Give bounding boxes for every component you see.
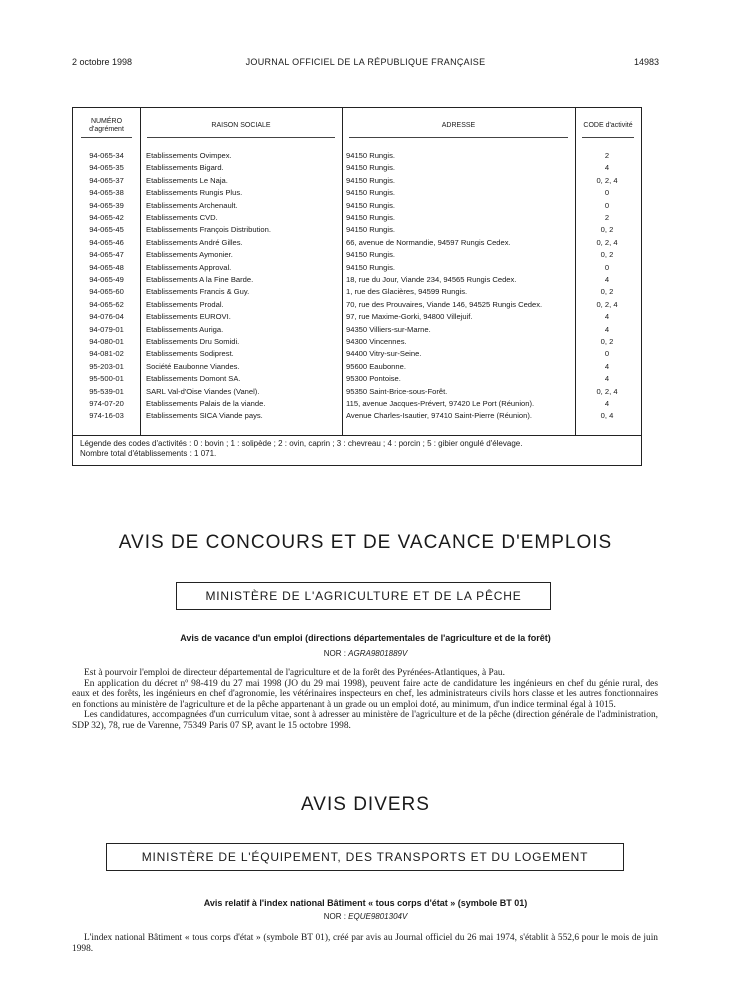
agrement-number: 94-065-62 (89, 299, 124, 309)
activity-code: 0, 2, 4 (596, 386, 618, 396)
agrement-number: 94-065-49 (89, 275, 124, 284)
section-title-avis-divers: AVIS DIVERS (301, 794, 430, 815)
activity-code: 0 (604, 200, 610, 210)
header-rule (582, 137, 634, 138)
agrement-number: 94-065-45 (89, 225, 124, 235)
activity-code: 0, 2, 4 (596, 175, 618, 185)
address: 95600 Eaubonne. (346, 361, 406, 371)
activity-code: 4 (604, 374, 610, 384)
paragraph: L'index national Bâtiment « tous corps d'état » (symbole BT 01), créé par avis au Journal officiel du 26 mai 1974, s'établit à 552,6 pour le mois de juin 1998. (72, 933, 658, 954)
activity-code: 4 (604, 312, 610, 322)
agrement-number: 95-203-01 (89, 361, 124, 371)
activity-code: 0, 2 (600, 225, 614, 235)
table-row (73, 410, 641, 422)
address: 94150 Rungis. (346, 213, 395, 222)
activity-code: 4 (604, 361, 610, 371)
table-row (73, 212, 641, 224)
company-name: Etablissements Auriga. (146, 324, 224, 334)
address: 1, rue des Glacières, 94599 Rungis. (346, 287, 468, 297)
company-name: Etablissements Rungis Plus. (146, 188, 243, 198)
nor-code: EQUE9801304V (348, 912, 408, 921)
company-name: Etablissements A la Fine Barde. (146, 275, 254, 284)
agrement-number: 94-065-46 (89, 237, 124, 247)
agrement-number: 94-065-48 (89, 262, 124, 272)
activity-code: 0, 2, 4 (596, 299, 618, 309)
address: 94400 Vitry-sur-Seine. (346, 349, 422, 359)
company-name: Etablissements CVD. (146, 213, 218, 222)
agrement-number: 94-076-04 (89, 312, 124, 322)
company-name: Etablissements Ovimpex. (146, 151, 232, 160)
address: Avenue Charles-Isautier, 97410 Saint-Pierre (Réunion). (346, 411, 533, 421)
agrement-number: 94-079-01 (89, 324, 124, 334)
company-name: Etablissements Archenault. (146, 200, 238, 210)
address: 94150 Rungis. (346, 188, 395, 198)
agrement-number: 94-065-34 (89, 151, 124, 160)
nor-reference-1 (0, 649, 731, 658)
running-header-journal: JOURNAL OFFICIEL DE LA RÉPUBLIQUE FRANÇAISE (245, 57, 486, 67)
company-name: Etablissements Palais de la viande. (146, 399, 266, 408)
header-rule (81, 137, 132, 138)
agrement-number: 95-500-01 (89, 374, 124, 384)
company-name: Etablissements François Distribution. (146, 225, 271, 235)
table-row (73, 324, 641, 336)
agrement-number: 974-16-03 (89, 411, 124, 421)
table-row (73, 311, 641, 323)
legend-codes: Légende des codes d'activités : 0 : bovin ; 1 : solipède ; 2 : ovin, caprin ; 3 : chevreau ; 4 : porcin ; 5 : gibier ongulé d'élevage. (80, 439, 523, 448)
company-name: Etablissements André Gilles. (146, 237, 243, 247)
table-row (73, 361, 641, 373)
avis-title-vacance: Avis de vacance d'un emploi (directions départementales de l'agriculture et de la forêt) (180, 633, 551, 643)
company-name: Etablissements Aymonier. (146, 250, 233, 260)
table-row (73, 175, 641, 187)
company-name: Etablissements Bigard. (146, 163, 224, 173)
company-name: SARL Val-d'Oise Viandes (Vanel). (146, 386, 260, 396)
table-row (73, 162, 641, 174)
address: 18, rue du Jour, Viande 234, 94565 Rungis Cedex. (346, 275, 517, 284)
legend-divider (73, 435, 641, 436)
paragraph: Les candidatures, accompagnées d'un curriculum vitae, sont à adresser au ministère de l'agriculture et de la pêche (direction générale de l'administration, SDP 32), 78, rue de Varenne, 75349 Paris 07 SP, avant le 15 octobre 1998. (72, 710, 658, 731)
establishments-table (72, 107, 642, 466)
table-row (73, 237, 641, 249)
col-header-code: CODE d'activité (583, 121, 633, 129)
table-row (73, 262, 641, 274)
address: 94300 Vincennes. (346, 337, 407, 346)
agrement-number: 94-081-02 (89, 349, 124, 359)
table-row (73, 200, 641, 212)
table-row (73, 187, 641, 199)
table-row (73, 224, 641, 236)
table-legend (80, 439, 522, 459)
company-name: Etablissements Approval. (146, 262, 232, 272)
running-header-page: 14983 (633, 57, 659, 67)
company-name: Etablissements Dru Somidi. (146, 337, 240, 346)
table-row (73, 150, 641, 162)
activity-code: 4 (604, 399, 610, 408)
activity-code: 2 (604, 213, 610, 222)
nor-reference-2 (0, 912, 731, 921)
activity-code: 0, 2, 4 (596, 237, 618, 247)
activity-code: 0 (604, 349, 610, 359)
address: 94150 Rungis. (346, 262, 395, 272)
activity-code: 0, 2 (600, 337, 614, 346)
col-header-numero: NUMÉRO d'agrément (89, 117, 124, 133)
activity-code: 2 (604, 151, 610, 160)
address: 94350 Villiers-sur-Marne. (346, 324, 431, 334)
company-name: Etablissements Le Naja. (146, 175, 228, 185)
company-name: Société Eaubonne Viandes. (146, 361, 240, 371)
ministry-name-equipement: MINISTÈRE DE L'ÉQUIPEMENT, DES TRANSPORTS ET DU LOGEMENT (141, 850, 589, 864)
activity-code: 0 (604, 262, 610, 272)
nor-label: NOR : (323, 912, 346, 921)
activity-code: 4 (604, 324, 610, 334)
table-row (73, 348, 641, 360)
table-row (73, 274, 641, 286)
address: 94150 Rungis. (346, 225, 395, 235)
address: 70, rue des Prouvaires, Viande 146, 94525 Rungis Cedex. (346, 299, 543, 309)
agrement-number: 974-07-20 (89, 399, 124, 408)
ministry-box-equipement (106, 843, 624, 871)
address: 95300 Pontoise. (346, 374, 401, 384)
table-row (73, 286, 641, 298)
activity-code: 0, 4 (600, 411, 614, 421)
agrement-number: 94-065-60 (89, 287, 124, 297)
agrement-number: 94-065-42 (89, 213, 124, 222)
agrement-number: 94-065-39 (89, 200, 124, 210)
agrement-number: 94-065-47 (89, 250, 124, 260)
ministry-box-agriculture (176, 582, 551, 610)
company-name: Etablissements Prodal. (146, 299, 224, 309)
company-name: Etablissements Francis & Guy. (146, 287, 250, 297)
table-row (73, 398, 641, 410)
nor-label: NOR : (323, 649, 346, 658)
paragraph: En application du décret nº 98-419 du 27 mai 1998 (JO du 29 mai 1998), peuvent faire acte de candidature les ingénieurs en chef du génie rural, des eaux et des forêts, les ingénieurs en chef d'agronomie, les vétérinaires inspecteurs en chef, les administrateurs civils hors classe et les autres fonctionnaires en fonctions au ministère de l'agriculture et de la pêche appartenant à un grade ou un emploi doté, au minimum, d'un indice terminal égal à 1015. (72, 678, 658, 710)
activity-code: 4 (604, 163, 610, 173)
agrement-number: 94-065-37 (89, 175, 124, 185)
header-rule (147, 137, 335, 138)
address: 94150 Rungis. (346, 175, 395, 185)
activity-code: 0 (604, 188, 610, 198)
address: 94150 Rungis. (346, 151, 395, 160)
avis-title-index: Avis relatif à l'index national Bâtiment « tous corps d'état » (symbole BT 01) (203, 898, 528, 908)
activity-code: 0, 2 (600, 287, 614, 297)
paragraph: Est à pourvoir l'emploi de directeur départemental de l'agriculture et de la forêt des Pyrénées-Atlantiques, à Pau. (84, 668, 505, 678)
agrement-number: 95-539-01 (89, 386, 124, 396)
table-row (73, 386, 641, 398)
company-name: Etablissements Domont SA. (146, 374, 241, 384)
address: 97, rue Maxime-Gorki, 94800 Villejuif. (346, 312, 473, 322)
col-header-adresse: ADRESSE (441, 121, 476, 129)
table-row (73, 249, 641, 261)
table-row (73, 336, 641, 348)
col-header-raison: RAISON SOCIALE (211, 121, 271, 129)
avis-body-index (72, 933, 658, 954)
company-name: Etablissements Sodiprest. (146, 349, 234, 359)
address: 95350 Saint-Brice-sous-Forêt. (346, 386, 448, 396)
table-row (73, 373, 641, 385)
ministry-name-agriculture: MINISTÈRE DE L'AGRICULTURE ET DE LA PÊCHE (205, 589, 522, 603)
address: 94150 Rungis. (346, 163, 395, 173)
address: 66, avenue de Normandie, 94597 Rungis Cedex. (346, 237, 511, 247)
table-row (73, 299, 641, 311)
address: 94150 Rungis. (346, 200, 395, 210)
agrement-number: 94-065-35 (89, 163, 124, 173)
nor-code: AGRA9801889V (348, 649, 408, 658)
header-rule (349, 137, 568, 138)
running-header-date: 2 octobre 1998 (72, 57, 133, 67)
address: 115, avenue Jacques-Prévert, 97420 Le Port (Réunion). (346, 399, 535, 408)
company-name: Etablissements EUROVI. (146, 312, 231, 322)
agrement-number: 94-080-01 (89, 337, 124, 346)
agrement-number: 94-065-38 (89, 188, 124, 198)
avis-body-vacance (72, 668, 658, 732)
company-name: Etablissements SICA Viande pays. (146, 411, 263, 421)
legend-total: Nombre total d'établissements : 1 071. (80, 449, 217, 458)
activity-code: 4 (604, 275, 610, 284)
activity-code: 0, 2 (600, 250, 614, 260)
address: 94150 Rungis. (346, 250, 395, 260)
section-title-concours: AVIS DE CONCOURS ET DE VACANCE D'EMPLOIS (118, 532, 613, 553)
